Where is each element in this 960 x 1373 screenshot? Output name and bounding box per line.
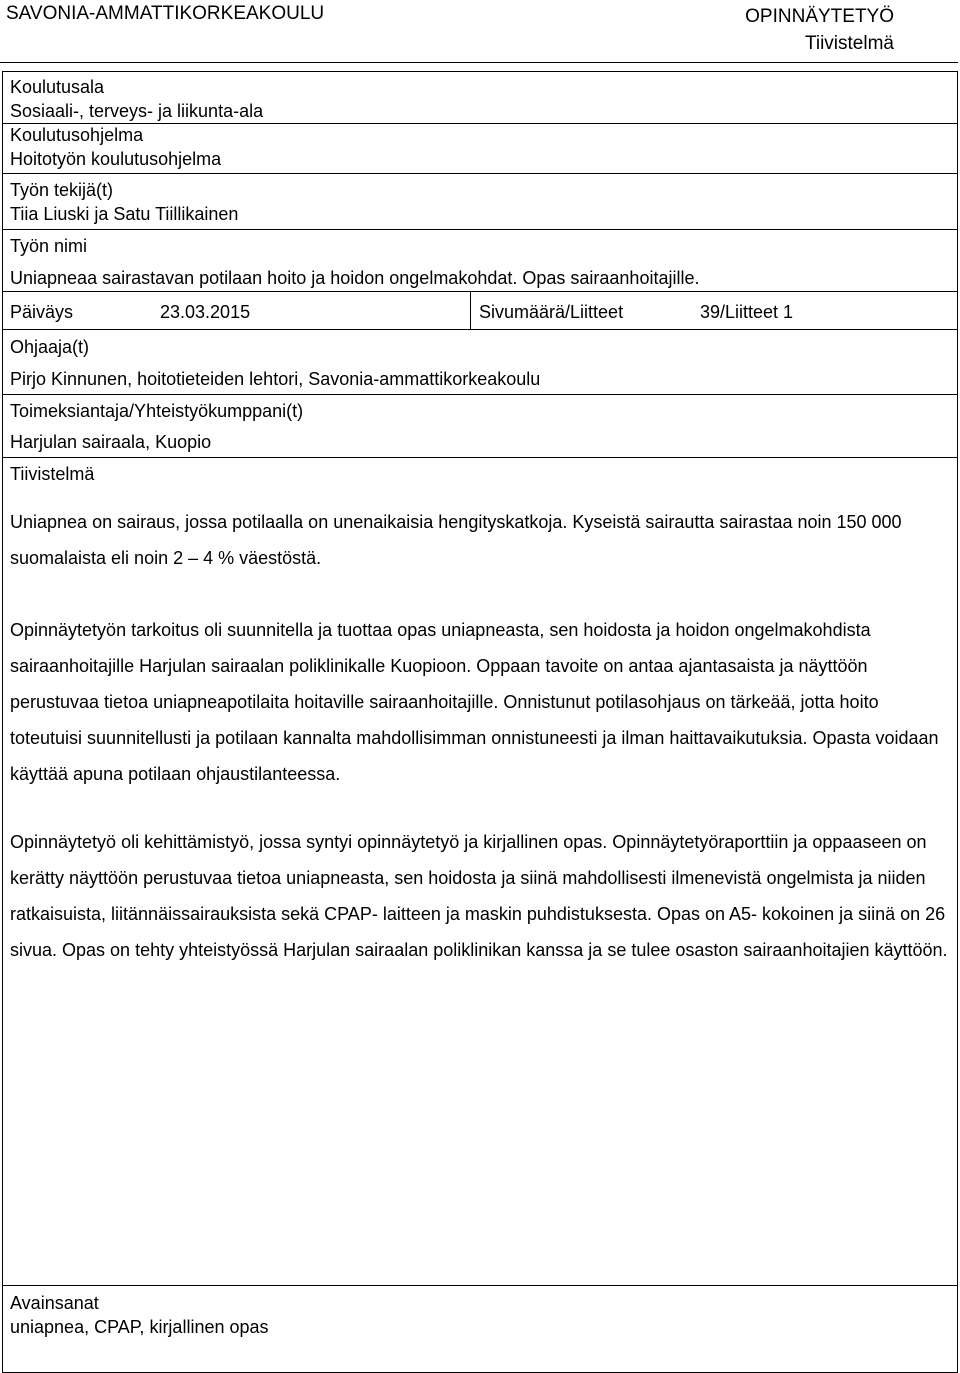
field-value: Sosiaali-, terveys- ja liikunta-ala bbox=[10, 101, 264, 121]
divider bbox=[470, 291, 471, 329]
abstract-form bbox=[2, 71, 958, 1373]
header-doc-type bbox=[745, 3, 894, 57]
date-label: Päiväys bbox=[10, 302, 74, 322]
divider bbox=[3, 329, 957, 330]
doc-type: OPINNÄYTETYÖ bbox=[745, 6, 894, 27]
keywords-label: Avainsanat bbox=[10, 1293, 99, 1313]
abstract-paragraph-3: Opinnäytetyö oli kehittämistyö, jossa syntyi opinnäytetyö ja kirjallinen opas. Opinnäytetyöraporttiin ja oppaaseen on kerätty näyttöön perustuvaa tietoa uniapneasta, sen hoidosta ja siinä mahdollisesti ilmenevistä ongelmista ja niiden ratkaisuista, liitännäissairauksista sekä CPAP- laitteen ja maskin puhdistuksesta. Opas on A5- kokoinen ja siinä on 26 sivua. Opas on tehty yhteistyössä Harjulan sairaalan poliklinikan kanssa ja se tulee osaston sairaanhoitajien käyttöön. bbox=[10, 832, 948, 960]
header-institution: SAVONIA-AMMATTIKORKEAKOULU bbox=[6, 3, 325, 24]
client-label: Toimeksiantaja/Yhteistyökumppani(t) bbox=[10, 401, 304, 421]
divider bbox=[3, 457, 957, 458]
authors-value: Tiia Liuski ja Satu Tiillikainen bbox=[10, 204, 239, 224]
date-value: 23.03.2015 bbox=[160, 302, 251, 322]
divider bbox=[3, 173, 957, 174]
abstract-label: Tiivistelmä bbox=[10, 464, 95, 484]
keywords-value: uniapnea, CPAP, kirjallinen opas bbox=[10, 1317, 269, 1337]
supervisor-label: Ohjaaja(t) bbox=[10, 337, 90, 357]
pages-label: Sivumäärä/Liitteet bbox=[479, 302, 624, 322]
authors-label: Työn tekijä(t) bbox=[10, 180, 114, 200]
divider bbox=[3, 394, 957, 395]
client-value: Harjulan sairaala, Kuopio bbox=[10, 432, 212, 452]
abstract-paragraph-2: Opinnäytetyön tarkoitus oli suunnitella ja tuottaa opas uniapneasta, sen hoidosta ja hoidon ongelmakohdista sairaanhoitajille Harjulan sairaalan poliklinikalle Kuopioon. Oppaan tavoite on antaa ajantasaista ja näyttöön perustuvaa tietoa uniapneapotilaita hoitaville sairaanhoitajille. Onnistunut potilasohjaus on tärkeää, jotta hoito toteutuisi suunnitellusti ja potilaan kannalta mahdollisimman onnistuneesti ja ilman haittavaikutuksia. Opasta voidaan käyttää apuna potilaan ohjaustilanteessa. bbox=[10, 620, 939, 784]
divider bbox=[3, 291, 957, 292]
divider bbox=[3, 123, 957, 124]
divider bbox=[3, 1285, 957, 1286]
title-label: Työn nimi bbox=[10, 236, 88, 256]
field-label: Koulutusala bbox=[10, 77, 105, 97]
abstract-paragraph-1: Uniapnea on sairaus, jossa potilaalla on unenaikaisia hengityskatkoja. Kyseistä sairautta sairastaa noin 150 000 suomalaista eli noin 2 – 4 % väestöstä. bbox=[10, 512, 902, 568]
title-value: Uniapneaa sairastavan potilaan hoito ja hoidon ongelmakohdat. Opas sairaanhoitajille. bbox=[10, 268, 700, 288]
program-value: Hoitotyön koulutusohjelma bbox=[10, 149, 222, 169]
doc-subtype: Tiivistelmä bbox=[804, 33, 894, 54]
supervisor-value: Pirjo Kinnunen, hoitotieteiden lehtori, Savonia-ammattikorkeakoulu bbox=[10, 369, 541, 389]
pages-value: 39/Liitteet 1 bbox=[700, 302, 794, 322]
header-divider bbox=[0, 62, 958, 63]
divider bbox=[3, 229, 957, 230]
program-label: Koulutusohjelma bbox=[10, 125, 144, 145]
